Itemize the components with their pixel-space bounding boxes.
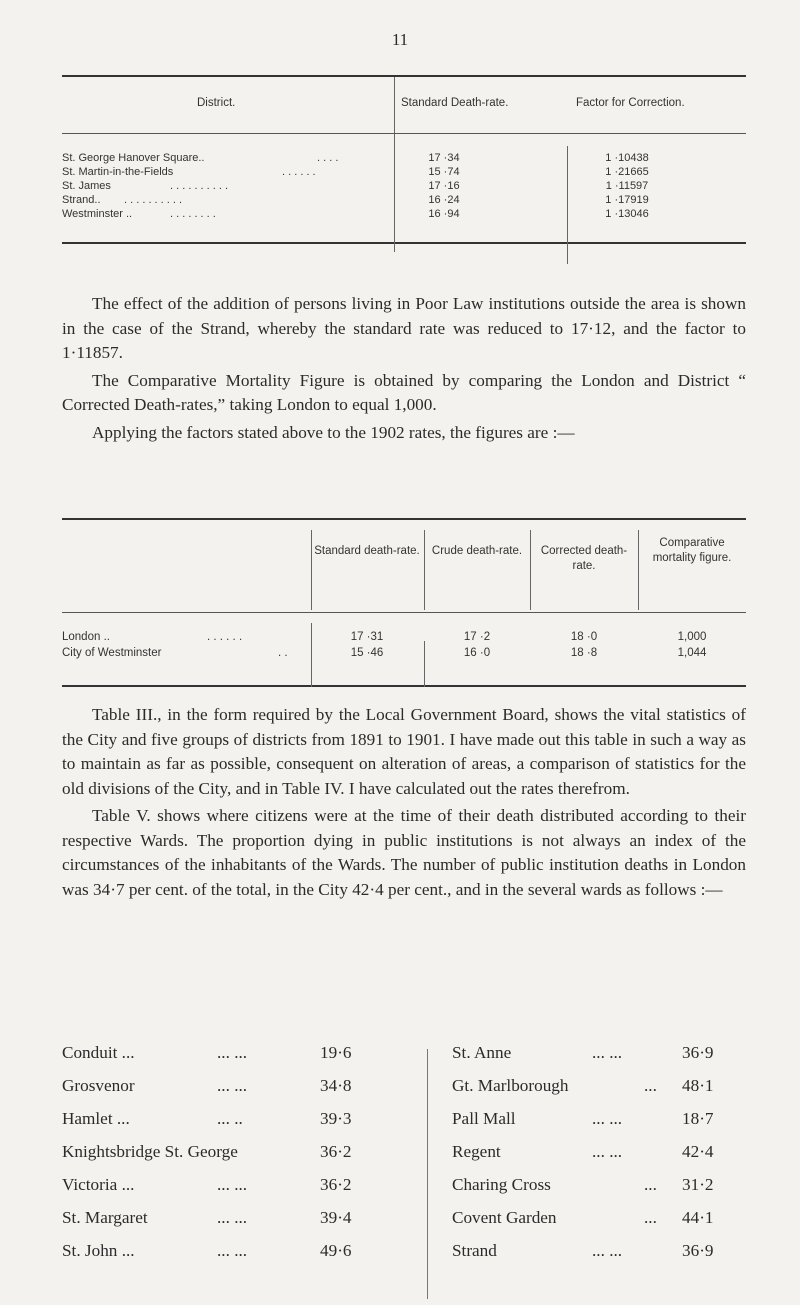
table-row (62, 180, 746, 194)
standard-rate: 17 ·16 (428, 180, 460, 192)
table-row (62, 152, 746, 166)
leader-dots: . . . . . . . . . . (124, 194, 183, 206)
ward-name: Charing Cross (452, 1175, 551, 1194)
row-label: City of Westminster (62, 647, 162, 659)
leader-dots: ... ... (217, 1208, 248, 1227)
comparative-mortality-table (62, 518, 746, 687)
header-crude-death-rate: Crude death-rate. (431, 545, 523, 557)
header-district: District. (197, 97, 236, 109)
column-divider (311, 530, 312, 610)
district-name: St. George Hanover Square.. (62, 152, 205, 164)
ward-name: Hamlet ... (62, 1109, 130, 1128)
leader-dots: ... (644, 1208, 657, 1227)
correction-factor: 1 ·13046 (605, 208, 649, 220)
ward-name: Regent (452, 1142, 501, 1161)
leader-dots: . . . . . . . . (170, 208, 216, 220)
ward-value: 34·8 (320, 1076, 352, 1095)
leader-dots: ... ... (592, 1241, 623, 1260)
ward-name: Victoria ... (62, 1175, 135, 1194)
standard-rate: 16 ·94 (428, 208, 460, 220)
paragraph: The effect of the addition of persons living in Poor Law institutions outside the area is shown in the case of the Strand, whereby the standard rate was reduced to 17·12, and the factor to 1·11857. (62, 294, 746, 362)
mortality-figure: 1,044 (677, 647, 707, 659)
list-item (62, 1109, 746, 1133)
leader-dots: . . . . (317, 152, 339, 164)
table-header (62, 77, 746, 133)
correction-factor: 1 ·21665 (605, 166, 649, 178)
ward-value: 49·6 (320, 1241, 352, 1260)
table-header (62, 520, 746, 612)
table-row (62, 166, 746, 180)
ward-name: Gt. Marlborough (452, 1076, 569, 1095)
leader-dots: ... ... (592, 1043, 623, 1062)
list-item (62, 1241, 746, 1265)
ward-name: Covent Garden (452, 1208, 557, 1227)
leader-dots: ... ... (217, 1076, 248, 1095)
ward-name: St. Anne (452, 1043, 512, 1062)
header-standard-death-rate: Standard death-rate. (314, 545, 420, 557)
list-item (62, 1175, 746, 1199)
ward-value: 39·3 (320, 1109, 352, 1128)
district-death-rate-table (62, 75, 746, 244)
district-name: Westminster .. (62, 208, 133, 220)
table-row (62, 647, 746, 663)
ward-name: St. John ... (62, 1241, 135, 1260)
district-name: Strand.. (62, 194, 101, 206)
table-row (62, 194, 746, 208)
crude-rate: 16 ·0 (463, 647, 491, 659)
ward-value: 36·2 (320, 1175, 352, 1194)
ward-value: 44·1 (682, 1208, 714, 1227)
leader-dots: . . . . . . (207, 631, 243, 643)
leader-dots: ... ... (217, 1043, 248, 1062)
header-factor-for-correction: Factor for Correction. (576, 97, 685, 109)
standard-rate: 15 ·74 (428, 166, 460, 178)
ward-value: 18·7 (682, 1109, 714, 1128)
ward-value: 36·9 (682, 1241, 714, 1260)
paragraph: The Comparative Mortality Figure is obtained by comparing the London and District “ Corrected Death-rates,” taking London to equal 1,000. (62, 370, 746, 414)
standard-rate: 17 ·31 (350, 631, 384, 643)
ward-name: Strand (452, 1241, 497, 1260)
ward-value: 39·4 (320, 1208, 352, 1227)
ward-value: 36·9 (682, 1043, 714, 1062)
table-bottom-rule (62, 685, 746, 687)
table-body (62, 613, 746, 685)
ward-name: Pall Mall (452, 1109, 516, 1128)
body-text-section-1 (62, 292, 746, 445)
table-body (62, 134, 746, 242)
table-bottom-rule (62, 242, 746, 244)
ward-value: 48·1 (682, 1076, 714, 1095)
paragraph: Table V. shows where citizens were at the time of their death distributed according to their respective Wards. The proportion dying in public institutions is not always an index of the circumstances of the inhabitants of the Wards. The number of public institution deaths in London was 34·7 per cent. of the total, in the City 42·4 per cent., and in the several wards as follows :— (62, 806, 746, 899)
leader-dots: . . (278, 647, 288, 659)
district-name: St. Martin-in-the-Fields (62, 166, 174, 178)
table-row (62, 631, 746, 647)
list-item (62, 1043, 746, 1067)
standard-rate: 15 ·46 (350, 647, 384, 659)
leader-dots: ... .. (217, 1109, 243, 1128)
list-item (62, 1076, 746, 1100)
page-number: 11 (391, 30, 409, 49)
district-name: St. James (62, 180, 111, 192)
leader-dots: ... (644, 1175, 657, 1194)
leader-dots: ... ... (592, 1142, 623, 1161)
ward-name: Conduit ... (62, 1043, 135, 1062)
paragraph: Applying the factors stated above to the 1902 rates, the figures are :— (92, 422, 575, 442)
leader-dots: ... ... (592, 1109, 623, 1128)
correction-factor: 1 ·11597 (605, 180, 649, 192)
leader-dots: ... ... (217, 1241, 248, 1260)
header-comparative-mortality-figure: Comparative mortality figure. (652, 537, 732, 564)
paragraph: Table III., in the form required by the Local Government Board, shows the vital statistics of the City and five groups of districts from 1891 to 1901. I have made out this table in such a way as to maintain as far as possible, consequent on alteration of areas, a comparison of statistics for the old divisions of the City, and in Table IV. I have calculated out the rates therefrom. (62, 705, 746, 798)
list-item (62, 1208, 746, 1232)
correction-factor: 1 ·10438 (605, 152, 649, 164)
list-item (62, 1142, 746, 1166)
ward-name: Knightsbridge St. George (62, 1142, 238, 1161)
ward-value: 31·2 (682, 1175, 714, 1194)
column-divider (424, 530, 425, 610)
leader-dots: . . . . . . . . . . (170, 180, 229, 192)
ward-name: Grosvenor (62, 1076, 135, 1095)
ward-value: 19·6 (320, 1043, 352, 1062)
ward-value: 36·2 (320, 1142, 352, 1161)
ward-value: 42·4 (682, 1142, 714, 1161)
corrected-rate: 18 ·8 (570, 647, 598, 659)
leader-dots: ... (644, 1076, 657, 1095)
standard-rate: 17 ·34 (428, 152, 460, 164)
body-text-section-2 (62, 703, 746, 902)
column-divider (530, 530, 531, 610)
mortality-figure: 1,000 (677, 631, 707, 643)
row-label: London .. (62, 631, 110, 643)
correction-factor: 1 ·17919 (605, 194, 649, 206)
leader-dots: ... ... (217, 1175, 248, 1194)
standard-rate: 16 ·24 (428, 194, 460, 206)
header-standard-death-rate: Standard Death-rate. (401, 97, 509, 109)
crude-rate: 17 ·2 (463, 631, 491, 643)
leader-dots: . . . . . . (282, 166, 316, 178)
ward-name: St. Margaret (62, 1208, 148, 1227)
column-divider (394, 77, 395, 133)
header-corrected-death-rate: Corrected death-rate. (540, 545, 628, 572)
table-row (62, 208, 746, 222)
column-divider (638, 530, 639, 610)
corrected-rate: 18 ·0 (570, 631, 598, 643)
